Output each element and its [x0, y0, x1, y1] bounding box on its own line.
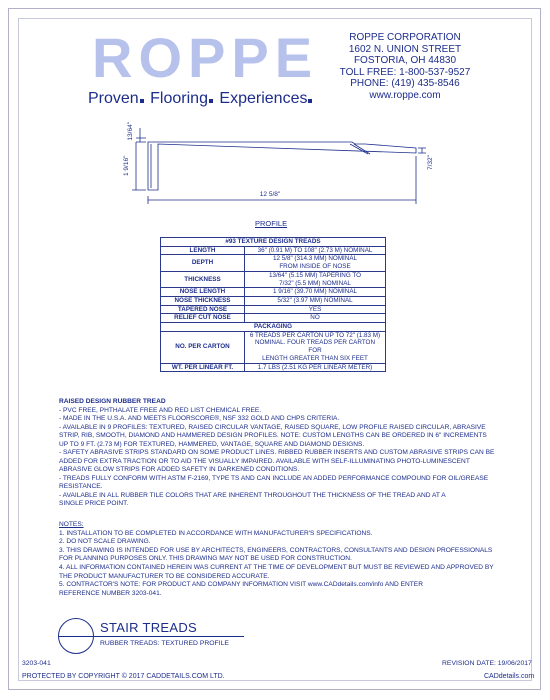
note-line: 1. INSTALLATION TO BE COMPLETED IN ACCORDANCE WITH MANUFACTURER'S SPECIFICATIONS.: [59, 529, 373, 537]
row-value: [245, 246, 386, 255]
dim-right-line: [418, 148, 426, 153]
dim-bottom-line: [148, 156, 416, 204]
row-value-line: FROM INSIDE OF NOSE: [279, 263, 351, 271]
dim-bottom-label: 12 5/8": [259, 191, 281, 198]
row-label: NOSE THICKNESS: [161, 296, 245, 305]
tagline-dot: [209, 99, 213, 103]
tagline-word-2: Flooring: [150, 90, 208, 107]
row-value: [245, 255, 386, 271]
section-line: - SAFETY ABRASIVE STRIPS STANDARD ON SOME PRODUCT LINES. RIBBED RUBBER INSERTS AND CUSTOM ABRASIVE STRIPS CAN BE: [59, 449, 495, 456]
logo-wordmark: ROPPE: [92, 26, 319, 89]
table-row: [161, 363, 386, 372]
tagline-word-1: Proven: [88, 90, 139, 107]
table-row: [161, 314, 386, 323]
section-line: SINGLE PRICE POINT.: [59, 500, 129, 507]
tread-outline: [148, 142, 416, 190]
section-line: STRIP, RIB, SMOOTH, DIAMOND AND HAMMERED DESIGN PROFILES. NOTE: CUSTOM LENGTHS CAN BE ORDERED IN 6" INCREMENTS: [59, 432, 487, 439]
dim-top-label: 13/64": [127, 122, 134, 141]
revision-date: REVISION DATE: 19/06/2017: [442, 660, 532, 667]
drawing-number: 3203-041: [22, 660, 51, 667]
section-line: - MADE IN THE U.S.A. AND MEETS FLOORSCORE®, NSF 332 GOLD AND CHPS CRITERIA.: [59, 415, 340, 422]
row-value-line: 1.7 LBS (2.51 KG PER LINEAR METER): [257, 363, 373, 371]
section-line: UP TO 9 FT. (2.73 M) FOR TEXTURED, HAMMERED, VANTAGE, SQUARE AND DIAMOND DESIGNS.: [59, 440, 365, 448]
copyright-notice: PROTECTED BY COPYRIGHT © 2017 CADDETAILS.COM LTD.: [22, 673, 225, 680]
row-value: [245, 288, 386, 297]
row-value: [245, 314, 386, 323]
row-label: WT. PER LINEAR FT.: [161, 363, 245, 372]
note-line: THE PRODUCT MANUFACTURER TO BE CONSIDERED ACCURATE.: [59, 572, 270, 580]
table-row: [161, 296, 386, 305]
tread-profile-drawing: [100, 108, 440, 208]
table-row: [161, 288, 386, 297]
notes-section: [59, 521, 509, 598]
row-label: RELIEF CUT NOSE: [161, 314, 245, 323]
note-line: 4. ALL INFORMATION CONTAINED HEREIN WAS CURRENT AT THE TIME OF DEVELOPMENT BUT MUST BE REVIEWED AND APPROVED BY: [59, 563, 494, 571]
tagline-word-3: Experiences: [219, 90, 308, 107]
dim-left-label: 1 9/16": [123, 155, 130, 176]
title-circle-divider: [58, 636, 94, 637]
section-line: ADDED FOR EXTRA TRACTION OR TO AID THE VISUALLY IMPAIRED. AVAILABLE WITH SELF-ILLUMINATING PHOTO-LUMINESCENT: [59, 457, 470, 465]
drawing-subtitle: RUBBER TREADS: TEXTURED PROFILE: [100, 640, 229, 647]
section-line: - AVAILABLE IN ALL RUBBER TILE COLORS THAT ARE INHERENT THROUGHOUT THE THICKNESS OF THE TREAD AND AT A: [59, 491, 446, 499]
title-block: [58, 618, 258, 654]
row-value-line: 1 9/16" (39.70 MM) NOMINAL: [272, 288, 358, 296]
dim-left-line: [132, 142, 146, 190]
notes-title: NOTES:: [59, 521, 84, 528]
row-label: LENGTH: [161, 246, 245, 255]
row-value-line: 13/64" (5.15 MM) TAPERING TO: [268, 271, 362, 279]
address-line: TOLL FREE: 1-800-537-9527: [339, 66, 471, 78]
table-header-row: [161, 238, 386, 247]
roppe-logo: [88, 26, 319, 110]
row-value: [245, 271, 386, 287]
section-line: RESISTANCE.: [59, 483, 103, 490]
dim-top-line: [136, 128, 146, 142]
row-value-line: 7/32" (5.5 MM) NOMINAL: [279, 279, 351, 287]
row-label: NOSE LENGTH: [161, 288, 245, 297]
address-line: ROPPE CORPORATION: [349, 32, 461, 43]
spec-table: [160, 237, 386, 372]
row-label: TAPERED NOSE: [161, 305, 245, 314]
note-line: FOR PLANNING PURPOSES ONLY. THIS DRAWING MAY NOT BE USED FOR CONSTRUCTION.: [59, 555, 352, 563]
packaging-header-row: [161, 323, 386, 332]
row-value: [245, 331, 386, 363]
row-value: [245, 296, 386, 305]
tread-texture: [350, 144, 370, 154]
table-header: #93 TEXTURE DESIGN TREADS: [161, 238, 386, 247]
table-row: [161, 305, 386, 314]
address-line: 1602 N. UNION STREET: [348, 43, 462, 55]
raised-design-section: [59, 398, 499, 509]
company-address: [330, 32, 480, 101]
row-label: DEPTH: [161, 255, 245, 271]
row-value-line: 6 TREADS PER CARTON UP TO 72" (1.83 M): [249, 331, 381, 339]
dim-right-label: 7/32": [427, 155, 434, 170]
note-line: 2. DO NOT SCALE DRAWING.: [59, 538, 151, 546]
note-line: REFERENCE NUMBER 3203-041.: [59, 589, 162, 597]
row-value-line: YES: [308, 305, 322, 313]
row-value-line: LENGTH GREATER THAN SIX FEET: [262, 354, 368, 362]
section-line: - PVC FREE, PHTHALATE FREE AND RED LIST CHEMICAL FREE.: [59, 406, 262, 414]
tagline-dot: [140, 99, 144, 103]
section-line: - TREADS FULLY CONFORM WITH ASTM F-2169, TYPE TS AND CAN INCLUDE AN ADDED PERFORMANCE COMPOUND FOR OIL/GREASE: [59, 474, 489, 482]
address-line: PHONE: (419) 435-8546: [350, 78, 460, 89]
note-line: 3. THIS DRAWING IS INTENDED FOR USE BY ARCHITECTS, ENGINEERS, CONTRACTORS, CONSULTANTS AND DESIGN PROFESSIONALS: [59, 546, 493, 554]
profile-caption: PROFILE: [255, 219, 288, 228]
row-value-line: 5/32" (3.97 MM) NOMINAL: [277, 296, 353, 304]
section-title: RAISED DESIGN RUBBER TREAD: [59, 398, 166, 405]
row-value: [245, 363, 386, 372]
row-value: [245, 305, 386, 314]
note-line: 5. CONTRACTOR'S NOTE: FOR PRODUCT AND COMPANY INFORMATION VISIT www.CADdetails.com/info AND ENTER: [59, 581, 423, 589]
row-value-line: 12 5/8" (314.3 MM) NOMINAL: [272, 255, 358, 263]
address-line: FOSTORIA, OH 44830: [353, 55, 457, 66]
tagline-dot: [308, 99, 312, 103]
logo-tagline: [88, 90, 314, 108]
row-label: THICKNESS: [161, 271, 245, 287]
title-underline: [94, 636, 244, 637]
section-line: - AVAILABLE IN 9 PROFILES: TEXTURED, RAISED CIRCULAR VANTAGE, RAISED SQUARE, LOW PROFILE RAISED CIRCULAR, ABRASIVE: [59, 423, 486, 431]
row-value-line: NO: [310, 314, 320, 322]
row-label: NO. PER CARTON: [161, 331, 245, 363]
table-row: [161, 255, 386, 271]
caddetails-link[interactable]: CADdetails.com: [484, 673, 535, 680]
website-link[interactable]: www.roppe.com: [369, 89, 441, 101]
table-row: [161, 331, 386, 363]
drawing-title: STAIR TREADS: [100, 620, 198, 635]
row-value-line: 36" (0.91 M) TO 108" (2.73 M) NOMINAL: [257, 246, 373, 254]
table-row: [161, 246, 386, 255]
row-value-line: NOMINAL. FOUR TREADS PER CARTON FOR: [254, 339, 375, 355]
section-line: ABRASIVE GLOW STRIPS FOR ADDED SAFETY IN DARKENED CONDITIONS.: [59, 466, 300, 473]
table-row: [161, 271, 386, 287]
packaging-header: PACKAGING: [161, 323, 386, 332]
